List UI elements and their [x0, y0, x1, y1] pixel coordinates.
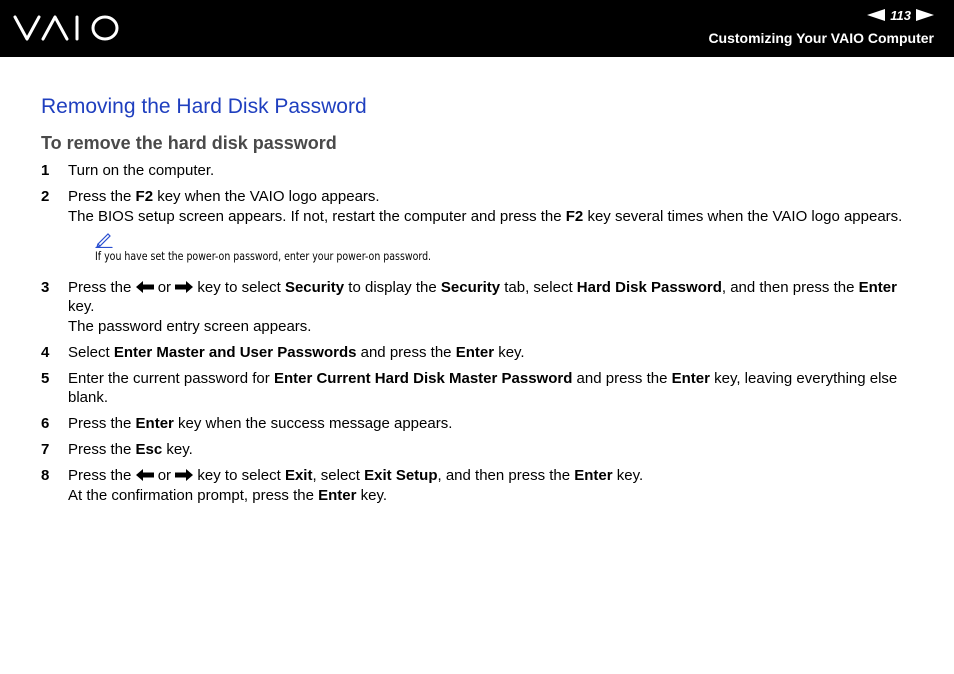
key-name: Enter — [858, 278, 897, 296]
key-name: Enter — [135, 415, 174, 432]
key-name: Enter — [574, 467, 613, 484]
step-result-text: At the confirmation prompt, press the Enter key. — [68, 486, 388, 504]
step-number: 5 — [41, 369, 50, 387]
step-4: 4 Select Enter Master and User Passwords and press the Enter key. — [41, 343, 525, 361]
step-number: 4 — [41, 343, 50, 361]
step-result-text: The BIOS setup screen appears. If not, restart the computer and press the F2 key several times when the VAIO logo appears. — [68, 207, 903, 225]
step-5: 5 Enter the current password for Enter Current Hard Disk Master Password and press the Enter key, leaving everything else blank. — [41, 369, 898, 406]
section-title: Customizing Your VAIO Computer — [708, 30, 934, 46]
option-name: Enter Master and User Passwords — [113, 343, 357, 361]
menu-name: Security — [284, 278, 345, 296]
left-arrow-key-icon — [136, 281, 154, 293]
step-text: Press the or key to select Security to display the Security tab, select Hard Disk Password, and then press the Enter key. — [68, 278, 897, 315]
option-name: Hard Disk Password — [576, 278, 722, 296]
page-navigation — [867, 6, 934, 24]
left-arrow-key-icon — [136, 469, 154, 481]
step-number: 8 — [41, 467, 50, 484]
step-number: 2 — [41, 188, 50, 205]
step-text: Turn on the computer. — [68, 162, 215, 179]
page-title: Removing the Hard Disk Password — [41, 95, 367, 118]
page-header — [0, 0, 954, 57]
step-8 — [41, 466, 921, 505]
step-7: 7 Press the Esc key. — [41, 441, 193, 458]
right-arrow-key-icon — [175, 281, 193, 293]
step-3 — [41, 278, 921, 337]
procedure-subtitle: To remove the hard disk password — [41, 133, 337, 153]
step-number: 7 — [41, 441, 50, 458]
step-number: 6 — [41, 415, 50, 432]
note-text: If you have set the power-on password, enter your power-on password. — [95, 249, 432, 263]
step-number: 1 — [41, 162, 50, 179]
step-text: Press the or key to select Exit, select Exit Setup, and then press the Enter key. — [68, 467, 644, 484]
step-6: 6 Press the Enter key when the success message appears. — [41, 415, 453, 432]
key-name: Enter — [671, 369, 710, 387]
right-arrow-key-icon — [175, 469, 193, 481]
key-name: Esc — [135, 441, 163, 458]
key-name: F2 — [135, 188, 154, 205]
triangle-left-icon[interactable] — [867, 9, 885, 21]
step-1 — [41, 161, 921, 181]
menu-name: Exit — [284, 467, 313, 484]
pencil-note-icon — [95, 232, 113, 248]
step-list — [41, 161, 921, 505]
key-name: F2 — [565, 207, 584, 225]
page-number: 113 — [890, 7, 911, 23]
step-text: Press the F2 key when the VAIO logo appears. — [68, 188, 380, 205]
triangle-right-icon[interactable] — [916, 9, 934, 21]
tab-name: Security — [440, 278, 501, 296]
option-name: Exit Setup — [364, 467, 438, 484]
step-number: 3 — [41, 278, 50, 296]
step-2 — [41, 187, 921, 271]
key-name: Enter — [318, 486, 357, 504]
key-name: Enter — [455, 343, 495, 361]
vaio-logo — [13, 14, 121, 42]
step-result-text: The password entry screen appears. — [68, 317, 312, 335]
note — [95, 232, 921, 263]
field-name: Enter Current Hard Disk Master Password — [273, 369, 573, 387]
